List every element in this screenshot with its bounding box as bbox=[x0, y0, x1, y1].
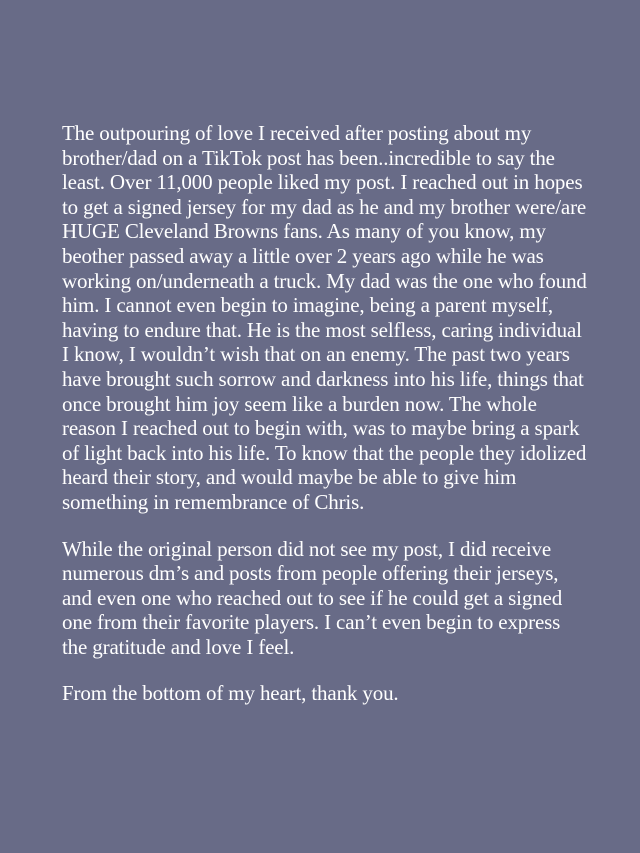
paragraph-thank-you: From the bottom of my heart, thank you. bbox=[62, 681, 399, 706]
paragraph-spacer bbox=[62, 515, 588, 537]
paragraph-main-story: The outpouring of love I received after posting about my brother/dad on a TikTok post has been..incredible to say the least. Over 11,000 people liked my post. I reached out in hopes to get a signed jersey for my dad as he and my brother were/are HUGE Cleveland Browns fans. As many of you know, my beother passed away a little over 2 years ago while he was working on/underneath a truck. My dad was the one who found him. I cannot even begin to imagine, being a parent myself, having to endure that. He is the most selfless, caring individual I know, I wouldn’t wish that on an enemy. The past two years have brought such sorrow and darkness into his life, things that once brought him joy seem like a burden now. The whole reason I reached out to begin with, was to maybe bring a spark of light back into his life. To know that the people they idolized heard their story, and would maybe be able to give him something in remembrance of Chris. bbox=[62, 121, 587, 514]
paragraph-spacer bbox=[62, 659, 588, 681]
paragraph-gratitude: While the original person did not see my post, I did receive numerous dm’s and posts from people offering their jerseys, and even one who reached out to see if he could get a signed one from their favorite players. I can’t even begin to express the gratitude and love I feel. bbox=[62, 536, 563, 659]
